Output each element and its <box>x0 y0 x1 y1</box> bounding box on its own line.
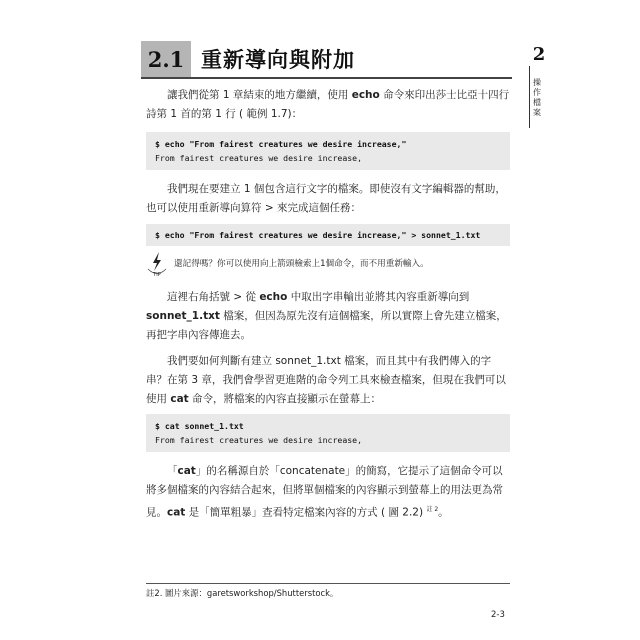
tip-callout <box>146 251 510 277</box>
text: 。 <box>438 506 449 519</box>
text: 檔案，但因為原先沒有這個檔案，所以實際上會先建立檔案，再把字串內容傳進去。 <box>146 310 507 341</box>
text: 我們現在要建立 1 個包含這行文字的檔案。即使沒有文字編輯器的幫助，也可以使用重新導向算符 > 來完成這個任務： <box>146 183 506 214</box>
paragraph-1 <box>146 86 510 124</box>
section-heading <box>141 41 355 77</box>
text: 中取出字串輸出並將其內容重新導向到 <box>287 291 470 303</box>
code-line: From fairest creatures we desire increase, <box>155 153 363 163</box>
text: 命令，將檔案的內容直接顯示在螢幕上： <box>188 393 382 405</box>
chapter-tab <box>524 44 554 65</box>
chapter-number: 2 <box>532 44 546 65</box>
code-line: $ echo "From fairest creatures we desire increase," <box>155 139 407 149</box>
chapter-divider <box>529 66 530 128</box>
code-line: $ cat sonnet_1.txt <box>155 421 244 431</box>
heading-rule <box>141 77 512 79</box>
code-line: From fairest creatures we desire increase, <box>155 435 363 445</box>
paragraph-5 <box>146 462 510 523</box>
code-block-2 <box>146 224 510 246</box>
code-block-1 <box>146 132 510 170</box>
footnote: 註2. 圖片來源：garetsworkshop/Shutterstock。 <box>146 588 339 598</box>
inline-filename: sonnet_1.txt <box>146 310 220 322</box>
inline-command: echo <box>259 291 288 303</box>
section-title: 重新導向與附加 <box>201 48 355 72</box>
paragraph-3 <box>146 288 510 345</box>
text: 命令來印出莎士比亞十四行詩第 1 首的第 1 行 ( 範例 1.7)： <box>146 89 510 120</box>
inline-command: cat <box>167 506 186 519</box>
paragraph-4 <box>146 352 510 409</box>
page-number: 2-3 <box>491 610 505 620</box>
text: 這裡右角括號 > 從 <box>167 291 260 303</box>
tip-text: 還記得嗎？你可以使用向上箭頭檢索上1個命令，而不用重新輸入。 <box>174 259 429 269</box>
text: 讓我們從第 1 章結束的地方繼續，使用 <box>167 89 352 101</box>
inline-command: echo <box>351 89 380 101</box>
text: 我們要如何判斷有建立 sonnet_1.txt 檔案，而且其中有我們傳入的字串？在第 3 章，我們會學習更進階的命令列工具來檢查檔案，但現在我們可以使用 <box>146 355 506 405</box>
tip-label: TIP <box>153 272 161 277</box>
code-block-3 <box>146 414 510 452</box>
text: 是「簡單粗暴」查看特定檔案內容的方式 ( 圖 2.2) <box>185 506 427 519</box>
inline-command: cat <box>170 393 189 405</box>
section-number: 2.1 <box>141 41 191 77</box>
chapter-label: 操作檔案 <box>533 78 541 117</box>
footnote-ref: 註 2 <box>426 506 439 513</box>
footnote-rule <box>146 583 510 584</box>
paragraph-2 <box>146 180 510 218</box>
text: 」的名稱源自於「concatenate」的簡寫，它提示了這個命令可以將多個檔案的內容結合起來，但將單個檔案的內容顯示到螢幕上的用法更為常見。 <box>146 465 503 519</box>
inline-command: cat <box>177 465 196 477</box>
lightning-icon <box>146 251 168 277</box>
text: 「 <box>167 465 178 477</box>
code-line: $ echo "From fairest creatures we desire increase," > sonnet_1.txt <box>155 230 481 240</box>
